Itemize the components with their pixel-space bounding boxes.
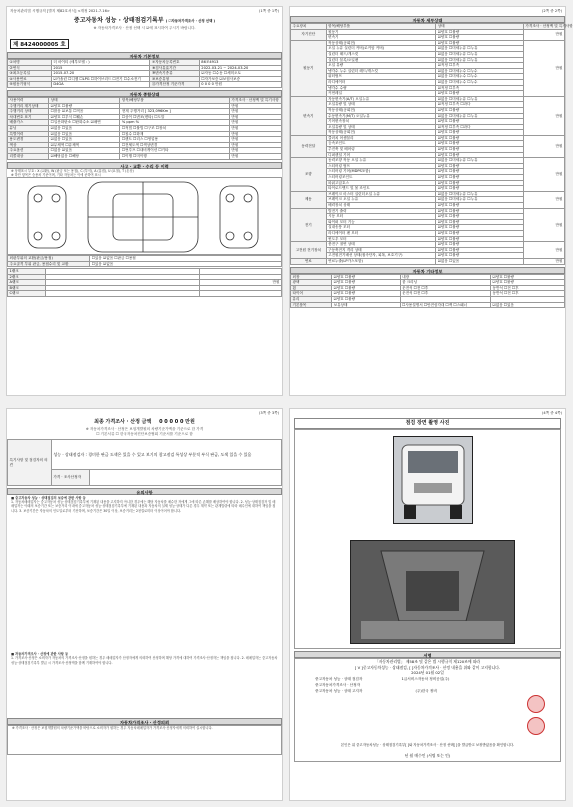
section-accident-history: 사고 · 교환 · 수리 등 이력 [7,162,282,169]
item-name: 냉각수 수량 [326,85,436,91]
cell-value: ☑양호 ☐불량 [49,103,120,109]
cell-value: ☑없음 ☐있음 [49,137,120,143]
outer-panel-table [7,255,282,267]
cell-value: ☑없음 ☐있음 [491,302,565,308]
cell-value: 보유상태 [332,302,401,308]
column-header: 상태 [436,24,524,30]
section-price-request: 자동차가격조사 · 산정의뢰 [7,718,282,725]
form-reference: 자동차관리법 시행규칙 [별지 제82호서식] <개정 2021.7.16> [10,9,110,13]
row-label: 외장 [291,274,332,280]
basic-info-table [7,59,282,88]
column-header: 가격조사 · 산정액 및 특기사항 [229,97,281,103]
cell-value: ☐많음 ☑보통 ☐적음 [49,109,120,115]
item-name: 추진축 및 베어링 [326,147,436,153]
group-price: 만원 [523,191,564,208]
item-name: 오일유량 및 상태 [326,102,436,108]
item-status: ☑적정 ☐부족 [436,63,524,69]
item-name: 파워고압호스 [326,180,436,186]
cell-value: 만원 [229,131,281,137]
cell-value: ☑해당없음 ☐해당 [49,153,120,159]
item-name: 연료누출(LP가스포함) [326,258,436,264]
signer-2-label: 중고자동차가격조사 · 산정자 [315,683,361,687]
row-label: 용도변경 [8,137,49,143]
item-status: ☑양호 ☐불량 [436,203,524,209]
item-status: ☑양호 ☐불량 [436,130,524,136]
group-price: 만원 [523,242,564,259]
item-name: 수동변속기(M/T) 오일누유 [326,113,436,119]
item-name: 배력장치 상태 [326,203,436,209]
cell-value: ☐상이 ☐변조(변타) ☐도말 [120,114,230,120]
cell-value: 현재 주행거리 [ 323,096Km ] [120,109,230,115]
item-name: 구동축전지 격리 상태 [326,247,436,253]
item-name: 발전기 출력 [326,208,436,214]
overall-state-table [7,97,282,160]
item-name: 기어변속장치 [326,119,436,125]
rank-price [199,291,281,297]
rank-price: 만원 [199,280,281,286]
truck-front-icon [394,437,472,523]
rank-table [7,268,282,297]
document-number: 제 8424000005 호 [10,39,69,49]
cell-value: 만원 [229,148,281,154]
title-text: 중고자동차 성능 · 상태점검기록부 [73,17,164,24]
price-note-2: ☐ 기본서류 ☐ 한국자동차진단보증협회 기준서를 기준으로 함 [96,432,193,436]
field-label: ①차명 [8,60,52,66]
item-status: ☑없음 ☐미세누수 ☐누수 [436,68,524,74]
cell-value: ☑양호 ☐불량 [332,274,401,280]
item-status: ☑양호 ☐불량 [436,163,524,169]
cell-value: 동반석 ☐전 ☐후 [491,285,565,291]
row-label: 차대번호 표기 [8,114,49,120]
section-notice: 유의사항 [7,488,282,495]
row-label: 색상 [8,142,49,148]
cell-value: ☑없음 ☐있음 [49,131,120,137]
other-info-table [290,274,565,309]
title-options: ( ☑자동차가격조사 · 산정 선택 ) [165,19,216,23]
item-status: ☑양호 ☐불량 [436,107,524,113]
item-name: 와이퍼 모터 기능 [326,219,436,225]
item-status: ☑양호 ☐불량 [436,208,524,214]
opinion-text: 성능 · 상태점검자 : 경미한 판금 도색은 있을 수 있고 보기의 참고점검 특성상 부분적 부식 판금, 도색 있을 수 있음 [51,440,281,470]
final-price-amount: 0 0 0 0 0 만원 [159,419,195,425]
vehicle-diagram [7,177,282,255]
price-note-1: ※ 자동차가격조사 · 산정은 보험개발원의 차량기준가액을 기준으로 한 가격 [85,427,204,431]
detail-state-table [290,23,573,265]
row-label: 배출가스 [8,120,49,126]
group-price: 만원 [523,40,564,96]
signer-1-name: 1급서비스자동차 정비공업(주) [401,677,450,681]
item-status: ☑양호 ☐불량 [436,119,524,125]
column-header: 가격조사 · 산정액 및 특기사항 [525,24,573,28]
cell-value: ☑없음 ☐있음 [49,125,120,131]
outer-panel-label: 외판부위의 교환(판금/용접) [8,255,90,261]
table-row [8,153,282,159]
item-status: ☑양호 ☐불량 [436,247,524,253]
row-label: 휠 [291,285,332,291]
item-status: ☑양호 ☐불량 [436,230,524,236]
item-name: 스티어링 기어(MDPS포함) [326,169,436,175]
photo-area [294,429,561,649]
page-3 [6,408,283,801]
field-value: 0 0 0 0 만원 [199,82,281,88]
field-label: ⑪가격산정 기준가격 [150,82,199,88]
section-overall-state: 자동차 종합상태 [7,90,282,97]
item-status: ☑양호 ☐불량 [436,253,524,259]
cell-value: 만원 [229,120,281,126]
field-value: 2015 [51,65,150,71]
rank-label: B랭크 [8,285,46,291]
cell-value: ☑양호 ☐부식 ☐훼손 [49,114,120,120]
sign-date: 2024년 01월 02일 [411,670,444,675]
field-value: 2022-03-21 ~ 2024-03-20 [199,65,281,71]
symbol-note-2: ※ 하단 항목은 승용차 기준이며, 기타 자동차는 이에 준하여 표시 [11,172,101,177]
item-name: 작동상태(공회전) [326,130,436,136]
item-status: ☑양호 ☐불량 [436,242,524,248]
group-price: 만원 [523,158,564,192]
item-status: ☑없음 ☐미세누유 ☐누유 [436,96,524,102]
item-name: 자동변속기(A/T) 오일누유 [326,96,436,102]
field-label: ④사용연료 [8,76,52,82]
item-name: 라디에이터 [326,79,436,85]
item-status: ☑양호 ☐불량 [436,135,524,141]
row-label: 기본품목 [291,302,332,308]
cell-value: % ppm % [120,120,230,126]
sign-statement-2: [ V ]중고자동차성능 · 상태점검, [ ]자동차가격조사 · 산정 내용을 위와 같이 고지합니다. [354,665,501,670]
cell-value: 만원 [229,153,281,159]
cell-value: 룸 크리닝 [400,280,490,286]
opinion-label: 특기사항 및 점검자의 의견 [8,440,52,486]
item-status: ☑없음 ☐미세누수 ☐누수 [436,79,524,85]
row-label: 리콜대상 [8,153,49,159]
cargo-photo [350,540,515,644]
item-name: 냉각수 누수 실린더 헤드/개스킷 [326,68,436,74]
opinion-table [7,439,282,486]
page-4 [289,408,566,801]
buyer-signature-line[interactable]: 년 월 매수인 (서명 또는 인) [404,753,451,758]
signer-3-label: 중고자동차 성능 · 상태 고지자 [315,689,363,693]
item-name: 실린더 블록/오일팬 [326,57,436,63]
photo-section-title: 점검 장면 촬영 사진 [294,418,561,429]
cargo-box-icon [351,541,514,643]
group-label: 연료 [291,258,327,264]
table-row [291,258,565,264]
item-name: 커먼레일 [326,91,436,97]
rank-label: C랭크 [8,291,46,297]
group-price: 만원 [523,96,564,135]
page-title [7,16,282,26]
group-label: 변속기 [291,96,327,135]
item-name: 브레이크 마스터 실린더오일 누유 [326,191,436,197]
subtitle: ※ 자동차가격조사 · 산정 선택 시 ☑에 표시하여 주시기 바랍니다. [93,26,196,30]
group-label: 조향 [291,158,327,192]
cell-value: ☑무채색 ☐유채색 [49,142,120,148]
row-label: 주요옵션 [8,148,49,154]
field-value: ☑자동 ☐수동 ☐세미오토 [199,71,281,77]
column-header: 항목/해당부품 [326,24,436,30]
field-label: ⑨변속기종류 [150,71,199,77]
column-header: 주요장치 [291,24,327,30]
item-name: 클러치 어셈블리 [326,135,436,141]
item-name: 충전구 절연 상태 [326,242,436,248]
item-status: ☑없음 ☐미세누유 ☐누유 [436,191,524,197]
cell-value: 만원 [229,109,281,115]
notice-text-1: 1. 자동차매매업자는 중고자동차 성능·상태점검기록부에 기재된 내용을 고지하지 아니한 경우에는 해당 자동차를 매수한 자에게 그에 따른 손해를 배상하여야 합니다. 2. 성능·상태점검자 및 매매업자는 아래의 보증기간 또는 보증거리 이내에 중고자동차 성능·상태점검기록부에 기재된 내용과 자동차의 실제 성능·상태가 다른 경우 계약 또는 관계법령에 따라 매수인에 대하여 책임을 집니다. 3. 보증기간은 자동차의 인도일로부터 기산하며, 보증기간은 30일 이상, 보증거리는 2천킬로미터 이상이어야 합니다. [11,500,276,513]
item-status: ☑양호 ☐불량 [436,152,524,158]
section-basic-info: 자동차 기본정보 [7,52,282,59]
item-name: 스티어링조인트 [326,175,436,181]
item-status: ☑양호 ☐불량 [436,91,524,97]
cell-value: ☐전체도색 ☐색상변경 [120,142,230,148]
item-name: 오일 유량 [326,63,436,69]
final-price-title [7,418,282,427]
notice-title-2: ■ 자동차가격조사 · 산정에 관한 사항 등 [11,652,69,657]
group-label: 전기 [291,208,327,242]
section-signature: 서명 [294,651,561,658]
item-status: ☑양호 ☐불량 [436,225,524,231]
item-status: ☑없음 ☐미세누유 ☐누유 [436,158,524,164]
page-1 [6,6,283,396]
group-price: 만원 [523,29,564,40]
frame-damage-options: ☐있음 ☑없음 [90,261,282,267]
item-status: ☑없음 ☐미세누유 ☐누유 [436,51,524,57]
cell-value: ☐침수 ☐화재 [120,131,230,137]
group-label: 자기진단 [291,29,327,40]
front-photo [393,436,473,524]
cell-value: ☐없음 ☑있음 [49,148,120,154]
item-status: ☑양호 ☐불량 [436,40,524,46]
column-header: 사용이력 [8,97,49,103]
group-label: 제동 [291,191,327,208]
item-name: 동력조향 작동 오일 누유 [326,158,436,164]
field-label: ⑧검사유효기간 [150,65,199,71]
page-number: (4쪽 중 4쪽) [541,411,562,415]
field-label: ③최초등록일 [8,71,52,77]
field-value: 2015-07-20 [51,71,150,77]
item-status: ☑양호 ☐불량 [436,175,524,181]
item-status: ☑양호 ☐불량 [436,141,524,147]
row-label: 타이어 [291,291,332,297]
sign-statement-1: 「자동차관리법」 제58조 및 같은 법 시행규칙 제120조에 따라 [374,659,481,664]
final-price-label: 최종 가격조사 · 산정 금액 [94,419,152,425]
group-label: 고전원 전기장치 [291,242,327,259]
item-status: ☑없음 ☐미세누유 ☐누유 [436,113,524,119]
cell-value: ☐썬루프 ☐내비게이션 ☐기타 [120,148,230,154]
field-label: ⑩보증유형 [150,76,199,82]
frame-damage-label: 주요골격 부위 판금, 용접수리 및 교환 [8,261,90,267]
group-price: 만원 [523,135,564,157]
item-status: ☑양호 ☐불량 [436,169,524,175]
item-name: 디퍼렌셜 기어 [326,152,436,158]
column-header: 상태 [49,97,120,103]
item-name: 시동 모터 [326,214,436,220]
cell-value: ☐사용설명서 ☐안전삼각대 ☐잭 ☐스패너 [400,302,490,308]
item-name: 원동기 [326,29,436,35]
item-status: ☑양호 ☐불량 [436,186,524,192]
item-name: 라디에이터 팬 모터 [326,230,436,236]
cell-value: 만원 [229,114,281,120]
notice-text-2: 1. 가격조사·산정은 소비자가 자동차의 가격조사·산정을 원하는 경우 매매업자가 산정자에게 의뢰하여 산정하며 해당 가격에 대하여 가격조사·산정자는 책임을 집니다. 2. 매매업자는 중고자동차 성능·상태점검기록부 발급 시 가격조사·산정액을 함께 기재하여야 합니다. [11,656,278,665]
cell-value: 만원 [229,125,281,131]
rank-label: 2랭크 [8,274,46,280]
row-label: 주행거리 상태 [8,109,49,115]
vehicle-outline-svg [8,178,283,256]
rank-row [8,291,282,297]
group-price: 만원 [523,208,564,242]
signer-1-label: 중고자동차 성능 · 상태 점검자 [315,677,363,681]
cell-value: 만원 [229,142,281,148]
signer-3-name: (주)한국 정비 [415,689,437,693]
item-status: ☑양호 ☐불량 [436,29,524,35]
page-header [290,7,565,16]
row-label: 유리 [291,296,332,302]
page-2 [289,6,573,396]
cell-value: ☑양호 ☐불량 [491,274,565,280]
cell-value: 만원 [229,103,281,109]
group-price: 만원 [523,258,564,264]
rank-label: 1랭크 [8,269,46,275]
group-label: 원동기 [291,40,327,96]
item-status: ☑없음 ☐미세누수 ☐누수 [436,74,524,80]
signer-3 [315,688,560,694]
page-number: (1쪽 중 1쪽) [258,9,279,13]
field-value: 더 마이티 (세부모델 : ) [51,60,150,66]
table-row [291,302,565,308]
group-label: 동력전달 [291,135,327,157]
cell-value: 운전석 ☐전 ☐후 [400,285,490,291]
cell-value: ☐적법 ☐불법 ☐구조 ☐장치 [120,125,230,131]
seal-stamp-2 [527,717,545,735]
car-top-view-right [220,186,258,248]
field-label: ⑤원동기형식 [8,82,52,88]
outer-panel-options: ☐있음 ☑없음 ☐판금 ☐용접 [90,255,282,261]
page-header [290,409,565,418]
row-label: 광택 [291,280,332,286]
seal-stamp-1 [527,695,545,713]
field-value: ☑가솔린 ☐디젤 ☐LPG ☐하이브리드 ☐전기 ☐수소전기 [51,76,150,82]
field-value: ☐자가보증 ☑보험사보증 [199,76,281,82]
notice-title-1: ■ 중고자동차 성능 · 상태점검의 보증에 관한 사항 등 [11,496,86,500]
page-header [7,7,282,16]
item-status: ☑없음 ☐미세누유 ☐누유 [436,197,524,203]
page-number: (2쪽 중 2쪽) [541,9,562,13]
row-label: 튜닝 [8,125,49,131]
field-label: ⑦자동차등록번호 [150,60,199,66]
cell-value: ☑양호 ☐불량 [332,280,401,286]
item-status: ☑없음 ☐미세누유 ☐누유 [436,46,524,52]
buyer-confirm-text: 본인은 위 중고자동차성능 · 상태점검기록부[ ]와 자동차가격조사 · 산정 선택[ ]을 발급받고 보장받았음을 확인합니다. [340,742,515,747]
item-name: 브레이크 오일 누유 [326,197,436,203]
cell-value: ☑양호 ☐불량 [491,280,565,286]
item-status: ☑양호 ☐불량 [436,214,524,220]
item-name: 실내송풍 모터 [326,225,436,231]
item-status: ☑양호 ☐불량 [436,35,524,41]
item-status: ☑적정 ☐부족 ☐과다 [436,124,524,130]
item-status: ☑양호 ☐불량 [436,219,524,225]
field-label: ②연식 [8,65,52,71]
item-status: ☑양호 ☐불량 [436,180,524,186]
item-name: 고전원전기배선 상태(접속단자, 피복, 보호기구) [326,253,436,259]
cell-value: ☑양호 ☐불량 [332,291,401,297]
appraiser-opinion [90,470,282,486]
item-status: ☑양호 ☐불량 [436,236,524,242]
cell-value: ☑양호 ☐불량 [332,296,401,302]
cell-value: ☐렌트 ☐리스 ☐영업용 [120,137,230,143]
item-status: ☑없음 ☐있음 [436,258,524,264]
page-number: (3쪽 중 3쪽) [258,411,279,415]
rank-parts [46,291,199,297]
item-status: ☑없음 ☐미세누유 ☐누유 [436,57,524,63]
item-status: ☑적정 ☐부족 [436,85,524,91]
item-name: 등속조인트 [326,141,436,147]
cell-value: ☐이행 ☐미이행 [120,153,230,159]
item-name: 워터펌프 [326,74,436,80]
item-name: 스티어링 펌프 [326,163,436,169]
field-value: D4GA [51,82,150,88]
field-value: 86조4913 [199,60,281,66]
section-other-info: 자동차 기타정보 [290,267,565,274]
symbol-note: ※ 상태표시 부호 : X (교환), W (판금 또는 용접), C (부식), A (흠집), U (요철), T (손상) [11,168,134,173]
row-label: 주행거리 계기상태 [8,103,49,109]
item-name: 오일유량 및 상태 [326,124,436,130]
rank-label: A랭크 [8,280,46,286]
page-header [7,409,282,418]
item-name: 작동상태(공회전) [326,40,436,46]
cell-value: 동반석 ☐전 ☐후 [491,291,565,297]
price-request-text: ※ 가격조사 · 산정은 보험개발원의 차량기준가액을 바탕으로 소비자가 원하는 경우 자동차매매업자가 가격조사·산정자에게 의뢰하여 실시합니다. [7,725,282,755]
item-name: 타이로드엔드 및 볼 조인트 [326,186,436,192]
item-name: 윈도우 모터 [326,236,436,242]
cell-value: 운전석 ☐전 ☐후 [400,291,490,297]
column-header: 항목/해당부품 [120,97,230,103]
cell-value: ☑양호 ☐불량 [332,285,401,291]
basic-info-row [8,82,282,88]
row-label: 특별이력 [8,131,49,137]
appraiser-label: 가격 · 조사산정자 [51,470,89,486]
item-name: 실린더 헤드/개스킷 [326,51,436,57]
cell-value: ☐일산화탄소 ☐탄화수소 ☑매연 [49,120,120,126]
signature-area [294,658,561,762]
section-detail-state: 자동차 세부상태 [290,16,565,23]
item-name: 변속기 [326,35,436,41]
item-name: 오일 누유 실린더 커버(로커암 커버) [326,46,436,52]
item-status: ☑양호 ☐불량 [436,147,524,153]
cell-value: 내장 [400,274,490,280]
item-status: ☑적정 ☐부족 ☐과다 [436,102,524,108]
car-top-view-left [28,186,66,248]
cell-value: 만원 [229,137,281,143]
signer-list [295,676,560,694]
item-name: 작동상태(공회전) [326,107,436,113]
